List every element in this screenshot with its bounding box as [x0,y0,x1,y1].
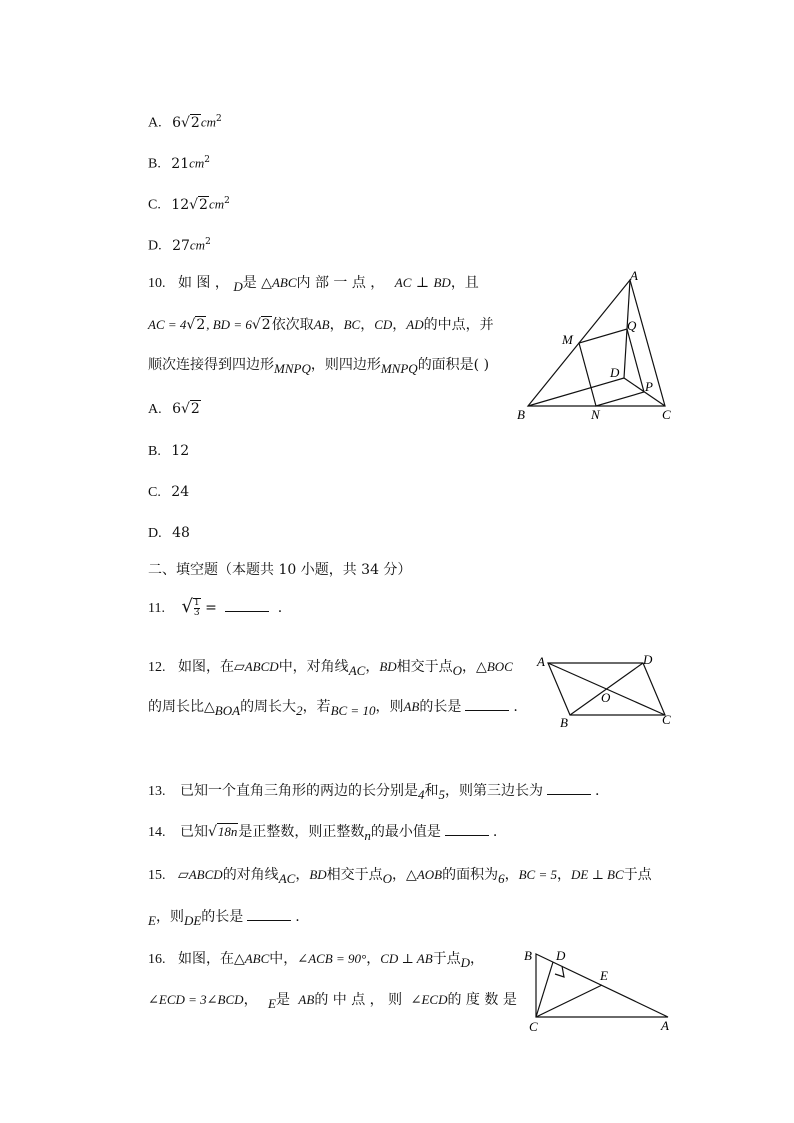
sqrt-symbol: $√\frac{1}{3}$ [181,596,200,618]
q9-option-d: D. $27cm^2$ [148,237,211,254]
q12-figure [535,650,680,730]
segment-cd [536,962,553,1017]
q12-line-1: 12. 如图，在▱ABCD中，对角线AC，BD相交于点O，△BOC [148,659,513,678]
sqrt-symbol: √2 [186,317,206,333]
fig-label-a: A [630,268,638,283]
fig-label-b: B [560,715,568,730]
answer-blank[interactable] [247,908,291,921]
fig-label-b: B [517,407,525,422]
sqrt-symbol: √2 [181,114,200,131]
diagonal-bd [570,663,643,715]
fig-label-p: P [645,379,653,394]
fig-label-d: D [556,948,566,963]
fig-label-a: A [537,654,545,669]
right-angle-mark [555,966,564,977]
q10-figure [510,266,680,426]
fig-label-n: N [591,407,600,422]
fig-label-e: E [600,968,608,983]
sqrt-symbol: √2 [189,196,208,213]
fig-label-c: C [529,1019,538,1034]
q16-line-1: 16. 如图，在△ABC中，∠ACB = 90°，CD ⊥ AB于点D， [148,951,485,970]
q15-line-1: 15. ▱ABCD的对角线AC，BD相交于点O，△AOB的面积为6，BC = 5，DE ⊥ BC于点 [148,867,652,886]
fig-label-c: C [662,712,671,727]
section-heading: 二、填空题（本题共 10 小题，共 34 分） [148,562,412,578]
q10-line-3: 顺次连接得到四边形MNPQ，则四边形MNPQ的面积是( ) [148,357,490,376]
q15-line-2: E，则DE的长是 . [148,909,300,928]
sqrt-symbol: √2 [181,401,200,417]
fig-label-q: Q [627,318,637,333]
q13-line: 13. 已知一个直角三角形的两边的长分别是4和5，则第三边长为 . [148,783,600,802]
q10-line-2: AC = 4√2, BD = 6√2依次取AB，BC，CD，AD的中点，并 [148,317,494,333]
q14-line: 14. 已知√18n是正整数，则正整数n的最小值是 . [148,824,498,843]
q16-figure [518,944,680,1036]
q12-line-2: 的周长比△BOA的周长大2，若BC = 10，则AB的长是 . [148,699,518,718]
fig-label-m: M [562,332,573,347]
q10-option-b: B. 12 [148,443,190,459]
q9-option-c: C. $12√2cm^2$ [148,196,230,213]
fig-label-b: B [524,948,532,963]
segment-ce [536,985,602,1017]
q10-option-a: A. 6√2 [148,401,200,417]
q9-option-a: A. $6√2cm^2$ [148,114,222,131]
answer-blank[interactable] [547,782,591,795]
q9-option-b: B. $21cm^2$ [148,155,211,172]
q11-line: 11. $√\frac{1}{3}$ = . [148,596,283,618]
fig-label-c: C [662,407,671,422]
fig-label-a: A [661,1018,669,1033]
fig-label-d: D [610,365,620,380]
q10-option-c: C. 24 [148,484,190,500]
fig-label-d: D [643,652,653,667]
answer-blank[interactable] [465,698,509,711]
answer-blank[interactable] [445,823,489,836]
q10-option-d: D. 48 [148,525,190,541]
q16-line-2: ∠ECD = 3∠BCD， E是 AB的 中 点 ， 则 ∠ECD的 度 数 是 [148,992,517,1011]
sqrt-symbol: √18n [207,824,238,840]
fig-label-o: O [601,690,611,705]
answer-blank[interactable] [225,599,269,612]
sqrt-symbol: √2 [251,317,271,333]
q10-line-1: 10. 如 图 ， D是 △ABC内 部 一 点 ， AC ⊥ BD，且 [148,275,479,294]
